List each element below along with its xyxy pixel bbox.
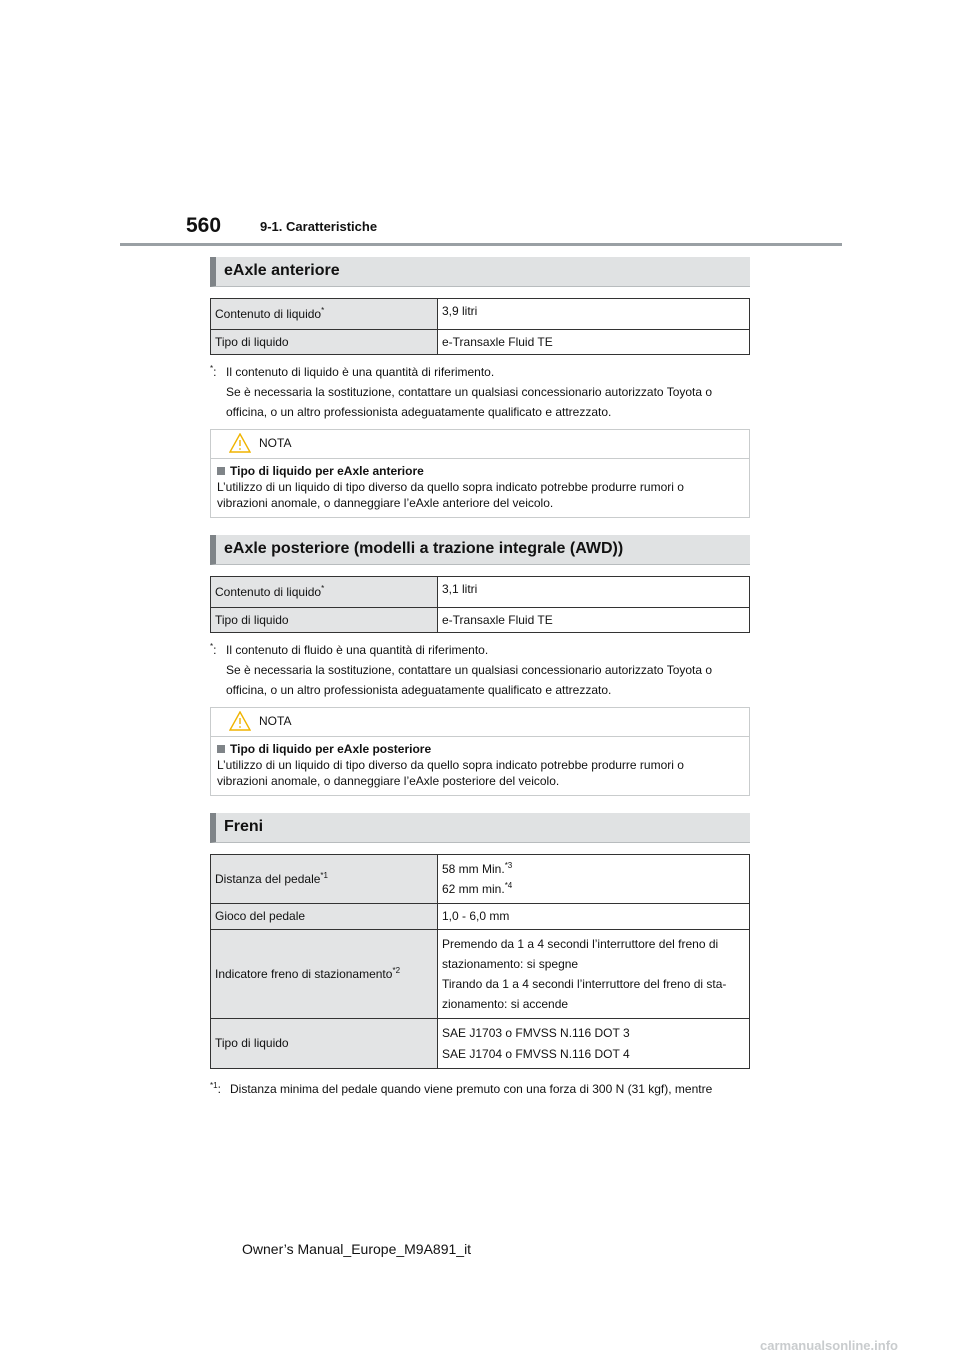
table-row [211,299,750,330]
table-row [211,855,750,904]
row-label: Contenuto di liquido* [211,577,438,608]
warning-icon [229,711,251,731]
eaxle-front-table [210,298,750,355]
eaxle-front-note [210,429,750,518]
header-rule [120,243,842,246]
row-value: e-Transaxle Fluid TE [438,608,750,633]
eaxle-rear-table [210,576,750,633]
table-row [211,330,750,355]
page-number: 560 [186,214,222,237]
watermark: carmanualsonline.info [760,1338,898,1353]
section-title-eaxle-rear: eAxle posteriore (modelli a trazione integrale (AWD)) [210,535,750,565]
row-label: Tipo di liquido [211,330,438,355]
square-bullet-icon [217,467,225,475]
note-text: vibrazioni anomale, o danneggiare l’eAxle posteriore del veicolo. [217,774,560,788]
note-label: NOTA [259,714,292,728]
note-text: L’utilizzo di un liquido di tipo diverso da quello sopra indicato potrebbe produrre rumori o [217,758,684,772]
eaxle-rear-note [210,707,750,796]
eaxle-front-footnote: *: Il contenuto di liquido è una quantità di riferimento. Se è necessaria la sostituzione, contattare un qualsiasi concessionario autorizzato Toyota o officina, o un altro professionista adeguatamente qualificato e attrezzato. [210,364,713,419]
square-bullet-icon [217,745,225,753]
brakes-table [210,854,750,1069]
table-row [211,929,750,1019]
section-title-eaxle-front: eAxle anteriore [210,257,750,287]
row-label: Distanza del pedale$^{*1}$ [211,855,438,904]
row-value: Premendo da 1 a 4 secondi l’interruttore del freno di stazionamento: si spegne Tirando da 1 a 4 secondi l’interruttore del freno di sta- zionamento: si accende [438,929,750,1019]
warning-icon [229,433,251,453]
row-label: Indicatore freno di stazionamento$^{*2}$ [211,929,438,1019]
table-row [211,577,750,608]
row-label: Gioco del pedale [211,904,438,929]
footer-manual: Owner’s Manual_Europe_M9A891_it [242,1241,472,1257]
note-text: L’utilizzo di un liquido di tipo diverso da quello sopra indicato potrebbe produrre rumori o [217,480,684,494]
row-label: Contenuto di liquido* [211,299,438,330]
note-text: vibrazioni anomale, o danneggiare l’eAxle anteriore del veicolo. [217,496,554,510]
brakes-footnote: $^{*1}$: Distanza minima del pedale quando viene premuto con una forza di 300 N (31 kgf), mentre [210,1081,713,1096]
eaxle-rear-footnote: *: Il contenuto di fluido è una quantità di riferimento. Se è necessaria la sostituzione, contattare un qualsiasi concessionario autorizzato Toyota o officina, o un altro professionista adeguatamente qualificato e attrezzato. [210,642,713,697]
section-title-brakes: Freni [210,813,750,843]
row-value: e-Transaxle Fluid TE [438,330,750,355]
row-value: 1,0 - 6,0 mm [438,904,750,929]
note-heading: Tipo di liquido per eAxle posteriore [230,742,432,756]
row-value: 3,9 litri [438,299,750,330]
note-label: NOTA [259,436,292,450]
table-row [211,904,750,929]
section-header: 9-1. Caratteristiche [260,219,378,234]
table-row [211,1019,750,1068]
table-row [211,608,750,633]
row-value: 3,1 litri [438,577,750,608]
row-label: Tipo di liquido [211,608,438,633]
row-label: Tipo di liquido [211,1019,438,1068]
row-value: 58 mm Min.$^{*3}$ 62 mm min.$^{*4}$ [438,855,750,904]
note-heading: Tipo di liquido per eAxle anteriore [230,464,424,478]
row-value: SAE J1703 o FMVSS N.116 DOT 3 SAE J1704 o FMVSS N.116 DOT 4 [438,1019,750,1068]
